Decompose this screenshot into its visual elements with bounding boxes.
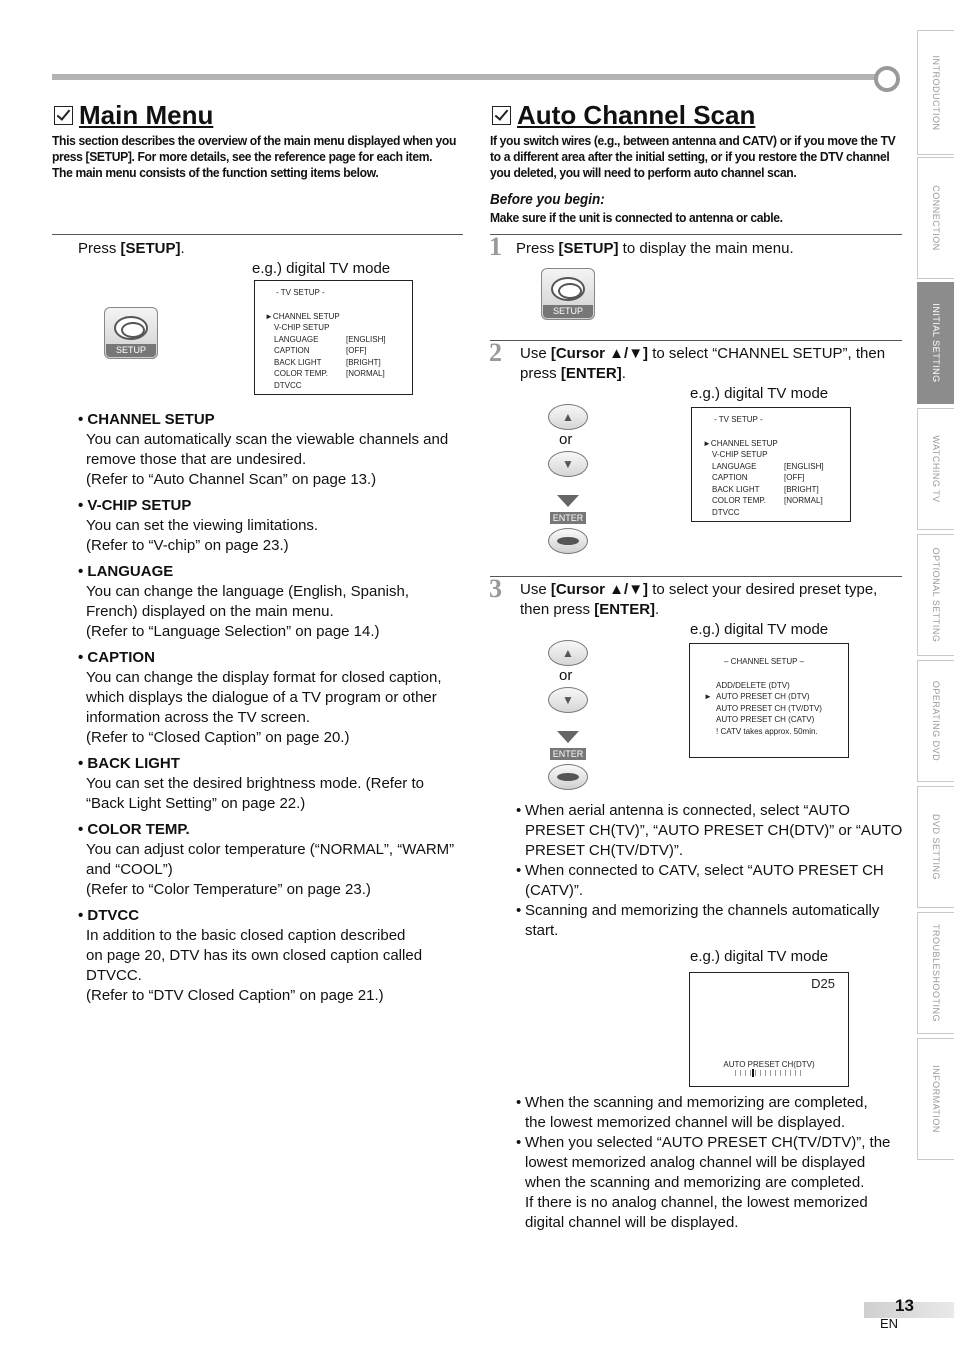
eg-label: e.g.) digital TV mode: [690, 621, 829, 638]
tab-introduction[interactable]: INTRODUCTION: [917, 30, 954, 155]
cursor-up-icon: ▲: [548, 640, 588, 666]
arrow-down-icon: [557, 731, 579, 743]
tab-dvd-setting[interactable]: DVD SETTING: [917, 786, 954, 908]
enter-button-icon: [548, 764, 588, 790]
divider: [490, 576, 902, 577]
list-item: • When aerial antenna is connected, select “AUTO PRESET CH(TV)”, “AUTO PRESET CH(DTV)” or “AUTO PRESET CH(TV/DTV)”.: [516, 801, 908, 861]
tab-troubleshooting[interactable]: TROUBLESHOOTING: [917, 912, 954, 1034]
header-rule-end-circle: [874, 66, 900, 92]
eg-label: e.g.) digital TV mode: [690, 948, 829, 965]
enter-button-icon: [548, 528, 588, 554]
main-menu-intro: This section describes the overview of the main menu displayed when you press [SETUP]. For more details, see the reference page for each item. The main menu consists of the function setting items below.: [52, 133, 457, 180]
tab-watching-tv[interactable]: WATCHING TV: [917, 408, 954, 530]
cursor-down-icon: ▼: [548, 451, 588, 477]
tv-setup-screen: - TV SETUP - ► CHANNEL SETUP V-CHIP SETUP LANGUAGE [ENGLISH] CAPTION [OFF] BACK LIGHT [BRIGHT] COLOR TEMP. [NORMAL] DTVCC: [691, 407, 851, 522]
auto-preset-label: AUTO PRESET CH(DTV): [723, 1060, 815, 1069]
divider: [490, 234, 902, 235]
auto-scan-intro: If you switch wires (e.g., between antenna and CATV) or if you move the TV to a different area after the initial setting, or if you restore the DTV channel you deleted, you will need to perform auto channel scan.: [490, 133, 896, 180]
main-menu-title: Main Menu: [54, 100, 213, 131]
item-color-temp: • COLOR TEMP. You can adjust color temperature (“NORMAL”, “WARM” and “COOL”) (Refer to “Color Temperature” on page 23.): [78, 821, 455, 898]
eg-label: e.g.) digital TV mode: [252, 260, 391, 277]
list-item: • Scanning and memorizing the channels automatically start.: [516, 901, 908, 941]
cursor-up-icon: ▲: [548, 404, 588, 430]
tab-optional-setting[interactable]: OPTIONAL SETTING: [917, 534, 954, 656]
eg-label: e.g.) digital TV mode: [690, 385, 829, 402]
item-v-chip-setup: • V-CHIP SETUP You can set the viewing limitations. (Refer to “V-chip” on page 23.): [78, 497, 319, 554]
page-number: 13: [895, 1296, 914, 1315]
enter-label: ENTER: [550, 512, 586, 524]
press-setup-text: Press [SETUP].: [78, 240, 185, 257]
step3-text: Use [Cursor ▲/▼] to select your desired preset type, then press [ENTER].: [520, 581, 878, 618]
step-number: 2: [489, 338, 502, 367]
list-item: • When connected to CATV, select “AUTO PRESET CH (CATV)”.: [516, 861, 908, 901]
item-channel-setup: • CHANNEL SETUP You can automatically scan the viewable channels and remove those that are undesired. (Refer to “Auto Channel Scan” on page 13.): [78, 411, 449, 488]
scanning-screen: [689, 972, 849, 1087]
scan-result-notes: [516, 1093, 908, 1233]
tv-setup-screen: - TV SETUP - ► CHANNEL SETUP V-CHIP SETUP LANGUAGE [ENGLISH] CAPTION [OFF] BACK LIGHT [BRIGHT] COLOR TEMP. [NORMAL] DTVCC: [254, 280, 413, 395]
setup-button-icon: SETUP: [541, 268, 595, 320]
checkbox-icon: [492, 106, 511, 125]
item-dtvcc: • DTVCC In addition to the basic closed caption described on page 20, DTV has its own closed caption called DTVCC. (Refer to “DTV Closed Caption” on page 21.): [78, 907, 423, 1004]
arrow-down-icon: [557, 495, 579, 507]
before-you-begin-text: Make sure if the unit is connected to antenna or cable.: [490, 210, 783, 225]
setup-button-icon: SETUP: [104, 307, 158, 359]
item-language: • LANGUAGE You can change the language (English, Spanish, French) displayed on the main menu. (Refer to “Language Selection” on page 14.): [78, 563, 410, 640]
scan-progress-bar: [735, 1070, 803, 1076]
checkbox-icon: [54, 106, 73, 125]
tab-initial-setting[interactable]: INITIAL SETTING: [917, 282, 954, 404]
step2-text: Use [Cursor ▲/▼] to select “CHANNEL SETUP”, then press [ENTER].: [520, 345, 886, 382]
tab-information[interactable]: INFORMATION: [917, 1038, 954, 1160]
language-code: EN: [880, 1316, 899, 1331]
list-item: • When you selected “AUTO PRESET CH(TV/DTV)”, the lowest memorized analog channel will be displayed when the scanning and memorizing are completed. If there is no analog channel, the lowest memorized digital channel will be displayed.: [516, 1133, 908, 1233]
tab-connection[interactable]: CONNECTION: [917, 157, 954, 279]
auto-channel-scan-title: Auto Channel Scan: [492, 100, 755, 131]
channel-number: D25: [811, 976, 835, 991]
scan-notes-list: [516, 801, 908, 941]
tab-operating-dvd[interactable]: OPERATING DVD: [917, 660, 954, 782]
or-label: or: [559, 431, 573, 448]
channel-setup-screen: – CHANNEL SETUP – ADD/DELETE (DTV) ► AUTO PRESET CH (DTV) AUTO PRESET CH (TV/DTV) AUTO PRESET CH (CATV) ! CATV takes approx. 50min.: [689, 643, 849, 758]
enter-label: ENTER: [550, 748, 586, 760]
list-item: • When the scanning and memorizing are completed, the lowest memorized channel will be displayed.: [516, 1093, 908, 1133]
divider: [52, 234, 463, 235]
cursor-down-icon: ▼: [548, 687, 588, 713]
header-rule: [52, 74, 880, 80]
before-you-begin-heading: Before you begin:: [490, 191, 605, 208]
divider: [490, 340, 902, 341]
scan-progress-marker: [752, 1069, 754, 1077]
main-menu-items: [78, 410, 468, 1006]
step-number: 1: [489, 232, 502, 261]
item-back-light: • BACK LIGHT You can set the desired brightness mode. (Refer to “Back Light Setting” on page 22.): [78, 755, 424, 812]
or-label: or: [559, 667, 573, 684]
item-caption: • CAPTION You can change the display format for closed caption, which displays the dialogue of a TV program or other information across the TV screen. (Refer to “Closed Caption” on page 20.): [78, 649, 442, 746]
step-number: 3: [489, 574, 502, 603]
step1-text: Press [SETUP] to display the main menu.: [516, 240, 794, 257]
